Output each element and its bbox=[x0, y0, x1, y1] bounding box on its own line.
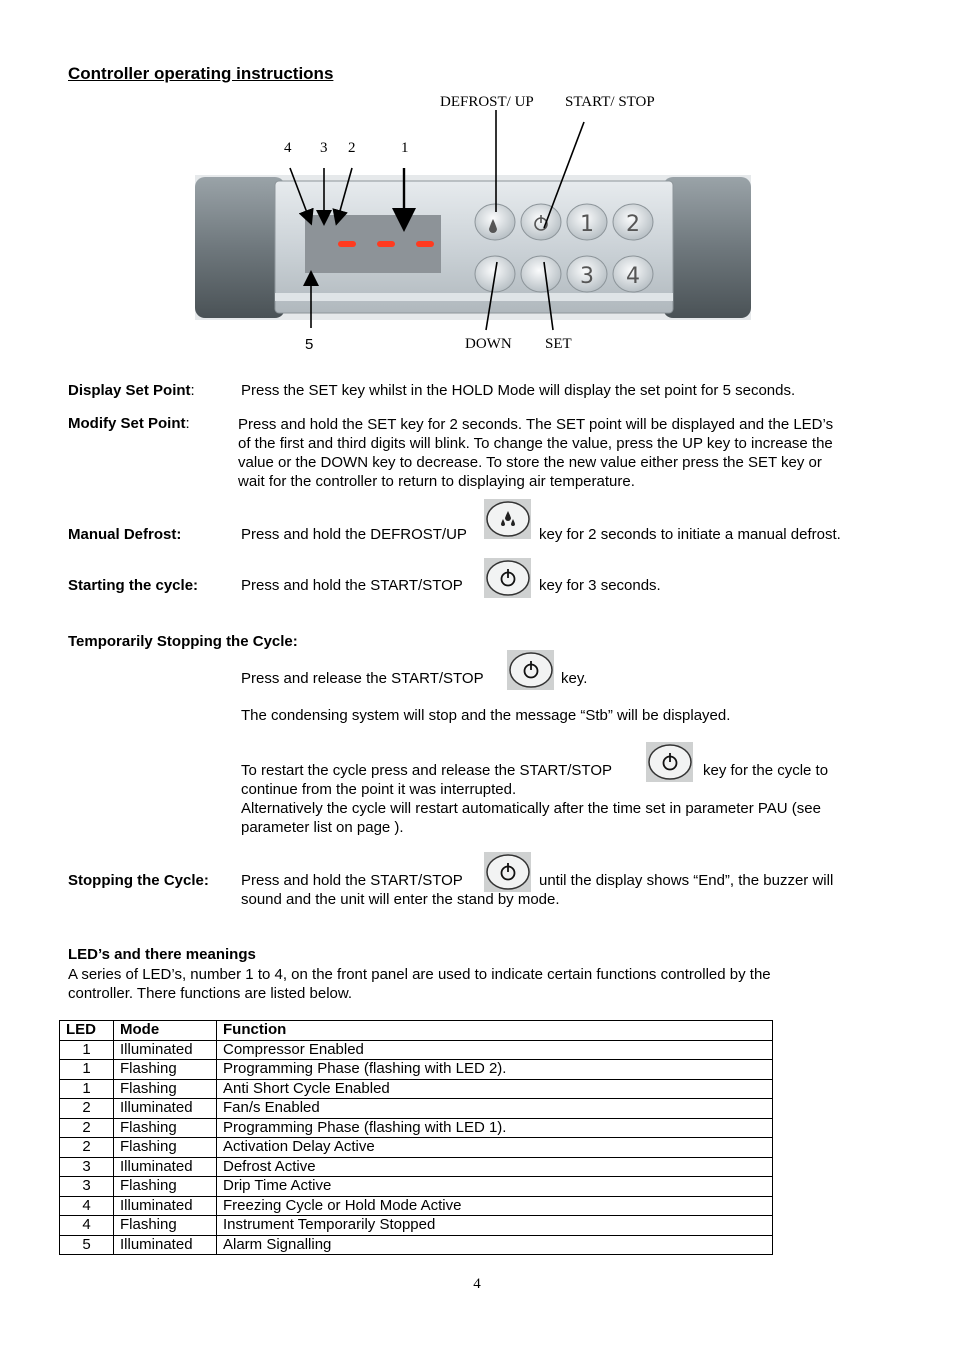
cell-function: Fan/s Enabled bbox=[217, 1099, 773, 1119]
cell-function: Instrument Temporarily Stopped bbox=[217, 1216, 773, 1236]
pointer-arrows bbox=[0, 0, 954, 360]
temp-stop-press-after: key. bbox=[561, 670, 588, 687]
cell-mode: Illuminated bbox=[114, 1157, 217, 1177]
modify-set-point-text: Press and hold the SET key for 2 seconds. The SET point will be displayed and the LED’s of the first and third digits will blink. To change the value, press the UP key to increase the value or the DOWN key to decrease. To store the new value either press the SET key or wait for the controller to return to displaying air temperature. bbox=[238, 416, 834, 490]
led-label-1: 1 bbox=[401, 140, 409, 156]
label-down: DOWN bbox=[465, 336, 512, 352]
header-led: LED bbox=[60, 1021, 114, 1041]
cell-led: 3 bbox=[60, 1177, 114, 1197]
label-defrost-up: DEFROST/ UP bbox=[440, 94, 534, 110]
header-mode: Mode bbox=[114, 1021, 217, 1041]
temp-stop-restart-after: key for the cycle to bbox=[703, 762, 829, 779]
manual-defrost-text-after: key for 2 seconds to initiate a manual defrost. bbox=[539, 526, 841, 543]
cell-led: 3 bbox=[60, 1157, 114, 1177]
cell-mode: Flashing bbox=[114, 1079, 217, 1099]
led-label-3: 3 bbox=[320, 140, 328, 156]
table-row bbox=[60, 1099, 773, 1119]
led-table bbox=[59, 1020, 773, 1255]
label-5: 5 bbox=[305, 336, 314, 353]
table-row bbox=[60, 1138, 773, 1158]
cell-function: Programming Phase (flashing with LED 2). bbox=[217, 1060, 773, 1080]
cell-mode: Flashing bbox=[114, 1177, 217, 1197]
table-row bbox=[60, 1118, 773, 1138]
modify-set-point-label: Modify Set Point: bbox=[68, 415, 190, 432]
table-row bbox=[60, 1235, 773, 1255]
manual-defrost-text-before: Press and hold the DEFROST/UP bbox=[241, 526, 467, 543]
page-number: 4 bbox=[473, 1276, 481, 1292]
led-label-4: 4 bbox=[284, 140, 292, 156]
leds-intro: A series of LED’s, number 1 to 4, on the front panel are used to indicate certain functions controlled by the controller. There functions are listed below. bbox=[68, 966, 771, 1002]
table-row bbox=[60, 1177, 773, 1197]
temp-stop-heading: Temporarily Stopping the Cycle: bbox=[68, 633, 298, 650]
cell-function: Anti Short Cycle Enabled bbox=[217, 1079, 773, 1099]
label-set: SET bbox=[545, 336, 572, 352]
cell-led: 1 bbox=[60, 1060, 114, 1080]
display-set-point-text: Press the SET key whilst in the HOLD Mode will display the set point for 5 seconds. bbox=[241, 382, 796, 399]
key-number-3: 3 bbox=[580, 264, 594, 289]
cell-mode: Illuminated bbox=[114, 1196, 217, 1216]
power-key-icon bbox=[484, 558, 531, 598]
cell-led: 2 bbox=[60, 1118, 114, 1138]
stopping-cycle-label: Stopping the Cycle: bbox=[68, 872, 209, 889]
defrost-key-icon bbox=[484, 499, 531, 539]
cell-mode: Flashing bbox=[114, 1138, 217, 1158]
cell-function: Alarm Signalling bbox=[217, 1235, 773, 1255]
key-number-1: 1 bbox=[580, 212, 594, 237]
starting-cycle-text-before: Press and hold the START/STOP bbox=[241, 577, 463, 594]
leds-heading: LED’s and there meanings bbox=[68, 946, 256, 963]
label-start-stop: START/ STOP bbox=[565, 94, 655, 110]
cell-led: 2 bbox=[60, 1138, 114, 1158]
key-number-4: 4 bbox=[626, 264, 640, 289]
cell-led: 5 bbox=[60, 1235, 114, 1255]
key-number-2: 2 bbox=[626, 212, 640, 237]
temp-stop-restart-text: continue from the point it was interrupted. Alternatively the cycle will restart automatically after the time set in parameter PAU (see parameter list on page ). bbox=[241, 781, 821, 836]
stopping-cycle-text-after: until the display shows “End”, the buzzer will bbox=[539, 872, 834, 889]
cell-function: Defrost Active bbox=[217, 1157, 773, 1177]
cell-led: 1 bbox=[60, 1079, 114, 1099]
cell-function: Programming Phase (flashing with LED 1). bbox=[217, 1118, 773, 1138]
cell-led: 4 bbox=[60, 1216, 114, 1236]
temp-stop-stb-text: The condensing system will stop and the message “Stb” will be displayed. bbox=[241, 707, 731, 724]
temp-stop-press-before: Press and release the START/STOP bbox=[241, 670, 484, 687]
table-row bbox=[60, 1060, 773, 1080]
table-row bbox=[60, 1216, 773, 1236]
cell-function: Activation Delay Active bbox=[217, 1138, 773, 1158]
cell-led: 1 bbox=[60, 1040, 114, 1060]
display-set-point-label: Display Set Point: bbox=[68, 382, 195, 399]
power-key-icon bbox=[507, 650, 554, 690]
led-label-2: 2 bbox=[348, 140, 356, 156]
manual-defrost-label: Manual Defrost: bbox=[68, 526, 182, 543]
cell-function: Drip Time Active bbox=[217, 1177, 773, 1197]
cell-mode: Flashing bbox=[114, 1060, 217, 1080]
stopping-cycle-text-before: Press and hold the START/STOP bbox=[241, 872, 463, 889]
table-row bbox=[60, 1040, 773, 1060]
table-row bbox=[60, 1079, 773, 1099]
cell-led: 4 bbox=[60, 1196, 114, 1216]
cell-led: 2 bbox=[60, 1099, 114, 1119]
temp-stop-restart-before: To restart the cycle press and release the START/STOP bbox=[241, 762, 612, 779]
cell-mode: Flashing bbox=[114, 1216, 217, 1236]
power-key-icon bbox=[484, 852, 531, 892]
table-row bbox=[60, 1157, 773, 1177]
starting-cycle-text-after: key for 3 seconds. bbox=[539, 577, 661, 594]
header-function: Function bbox=[217, 1021, 773, 1041]
table-row bbox=[60, 1196, 773, 1216]
cell-function: Freezing Cycle or Hold Mode Active bbox=[217, 1196, 773, 1216]
cell-mode: Illuminated bbox=[114, 1099, 217, 1119]
page-title: Controller operating instructions bbox=[68, 64, 334, 83]
table-header-row bbox=[60, 1021, 773, 1041]
starting-cycle-label: Starting the cycle: bbox=[68, 577, 199, 594]
cell-function: Compressor Enabled bbox=[217, 1040, 773, 1060]
power-key-icon bbox=[646, 742, 693, 782]
cell-mode: Illuminated bbox=[114, 1040, 217, 1060]
stopping-cycle-text-line2: sound and the unit will enter the stand by mode. bbox=[241, 891, 560, 908]
cell-mode: Illuminated bbox=[114, 1235, 217, 1255]
cell-mode: Flashing bbox=[114, 1118, 217, 1138]
